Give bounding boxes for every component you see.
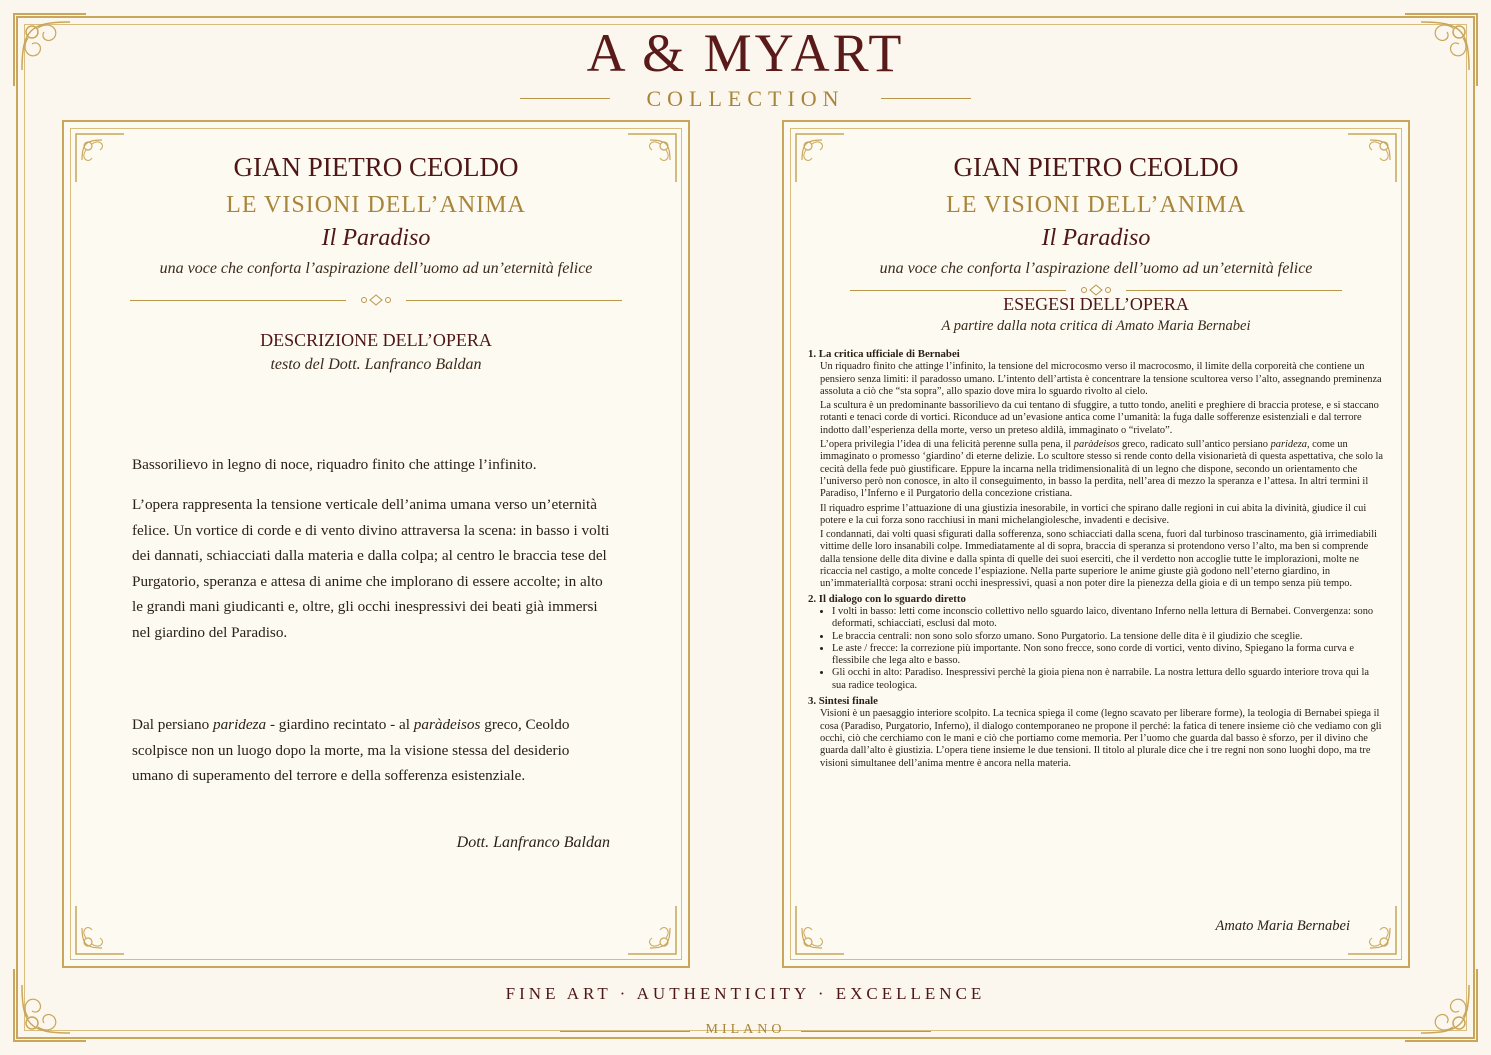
- section-subtitle: A partire dalla nota critica di Amato Maria Bernabei: [941, 318, 1251, 334]
- paragraph-3: Dal persiano parideza - giardino recintato - al paràdeisos greco, Ceoldo scolpisce non un luogo dopo la morte, ma la visione stessa del desiderio umano di superamento del terrore e della sofferenza esistenziale.: [132, 716, 570, 785]
- work-title: Il Paradiso: [321, 225, 431, 251]
- heading-3: 3. Sintesi finale: [808, 695, 878, 708]
- signature: Amato Maria Bernabei: [1215, 918, 1350, 934]
- footer-motto: FINE ART · AUTHENTICITY · EXCELLENCE: [505, 984, 986, 1003]
- paragraph-1: Bassorilievo in legno di noce, riquadro finito che attinge l’infinito.: [132, 456, 537, 473]
- heading-2: 2. Il dialogo con lo sguardo diretto: [808, 592, 966, 605]
- bullet-list: [808, 606, 1384, 692]
- series-title: LE VISIONI DELL’ANIMA: [226, 192, 526, 218]
- divider: [130, 296, 622, 306]
- s1-paragraph-2: La scultura è un predominante bassorilievo da cui tentano di sfuggire, a tutto tondo, aneliti e preghiere di braccia protese, e si staccano rotanti e tenaci corde di vortici. Riconduce ad un’evasione antica come l’umanità: la fuga dalle sofferenze esistenziali e dal terrore indotto dall’esperienza della morte, verso un preteso aldilà, immaginato o “rivelato”.: [820, 400, 1379, 436]
- s1-paragraph-1: Un riquadro finito che attinge l’infinito, la tensione del microcosmo verso il macrocosmo, il limite della corporeità che contiene un pensiero senza limiti: il paradosso umano. L’intento dell’artista è concentrare la tensione scultorea verso l’alto, assegnando preminenza assoluta a ciò che “sta sopra”, allo spazio dove mira lo sguardo rivolto al cielo.: [820, 361, 1382, 397]
- tagline: una voce che conforta l’aspirazione dell’uomo ad un’eternità felice: [879, 260, 1313, 277]
- s1-paragraph-4: Il riquadro esprime l’attuazione di una giustizia inesorabile, in vortici che spirano dalle regioni in cui abita la divinità, giudice il cui potere e la cui forza sono racchiusi in mani michelangiolesche, invadenti e decisive.: [820, 502, 1367, 526]
- section-title: DESCRIZIONE DELL’OPERA: [260, 330, 492, 350]
- tagline: una voce che conforta l’aspirazione dell’uomo ad un’eternità felice: [159, 260, 593, 277]
- section-subtitle: testo del Dott. Lanfranco Baldan: [270, 356, 482, 373]
- panel-description: [62, 120, 690, 968]
- panel-exegesis: [782, 120, 1410, 968]
- brand-sub-row: [520, 86, 971, 112]
- list-item: • Le aste / frecce: la correzione più importante. Non sono frecce, sono corde di vortici, vento divino, Spiegano la forma curva e flessibile che lega alto e basso.: [832, 643, 1384, 668]
- s1-paragraph-5: I condannati, dai volti quasi sfigurati dalla sofferenza, sono schiacciati dalla scena, fuori dal turbinoso trascinamento, già irrimediabili vittime delle loro insanabili colpe. Immediatamente al di sopra, braccia di speranza si protendono verso l’alto, ma ben si comprende dalla tensione delle dita divine e dalla spinta di quelle dei suoi eserciti, che il verdetto non accoglie tutte le implorazioni, molte ne ricaccia nel castigo, a molte concede l’espiazione. Nella parte superiore le anime giuste già godono nell’eterno giardino, in un’immaterialltà corposa: strani occhi inespressivi, quasi a non poter dire la pienezza della gioia e di un tempo senza più tempo.: [820, 529, 1377, 590]
- section-title: ESEGESI DELL’OPERA: [1003, 294, 1189, 314]
- brand-sub: COLLECTION: [646, 86, 845, 111]
- list-item: • I volti in basso: letti come inconscio collettivo nello sguardo laico, diventano Inferno nella lettura di Bernabei. Convergenza: sono deformati, schiacciati, esclusi dal moto.: [832, 606, 1384, 631]
- s3-paragraph-1: Visioni è un paesaggio interiore scolpito. La tecnica spiega il come (legno scavato per liberare forme), la teologia di Bernabei spiega il cosa (Paradiso, Purgatorio, Inferno), il dialogo contemporaneo ne propone il perché: la fatica di tenere insieme ciò che vediamo con gli occhi, ciò che cerchiamo con le mani e ciò che portiamo come memoria. Per l’uomo che guarda dal basso è sforzo, per il divino che guarda dall’alto è giustizia. L’opera tiene insieme le due tensioni. Il titolo al plurale dice che i tre regni non sono luoghi dopo, ma tre visioni simultanee dell’anima mentre è ancora nella materia.: [820, 708, 1382, 769]
- ornament-corner-icon: [10, 965, 90, 1045]
- list-item: • Le braccia centrali: non sono solo sforzo umano. Sono Purgatorio. La tensione delle dita è il giudizio che sceglie.: [832, 631, 1384, 643]
- s1-paragraph-3: L’opera privilegia l’idea di una felicità perenne sulla pena, il paràdeisos greco, radicato sull’antico persiano parideza, come un immaginato o promesso ‘giardino’ di eterne delizie. Lo scultore stesso si rende conto della visionarietà di questa aspettativa, che solo la cecità della fede può giustificare. Eppure la incarna nella tridimensionalità di un legno che dispone, secondo un orientamento che l’universo però non conosce, in alto il conseguimento, in basso la perdita, nell’area di mezzo la speranza e l’attesa. In altri termini il Paradiso, l’Inferno e il Purgatorio della concezione cristiana.: [820, 439, 1384, 500]
- brand-name: A & MYART: [586, 23, 905, 83]
- divider-ornament-icon: [356, 293, 396, 307]
- work-title: Il Paradiso: [1041, 225, 1151, 251]
- footer-city: MILANO: [705, 1022, 786, 1037]
- series-title: LE VISIONI DELL’ANIMA: [946, 192, 1246, 218]
- ornament-corner-icon: [1401, 965, 1481, 1045]
- artist-name: GIAN PIETRO CEOLDO: [953, 152, 1239, 182]
- heading-1: 1. La critica ufficiale di Bernabei: [808, 348, 960, 360]
- list-item: • Gli occhi in alto: Paradiso. Inespressivi perchè la gioia piena non è narrabile. La nostra lettura dello sguardo interiore trova qui la sua radice teologica.: [832, 667, 1384, 692]
- exegesis-body: [808, 348, 1384, 772]
- footer-city-row: [560, 1022, 931, 1042]
- flourish-corner-icon: [1344, 902, 1400, 958]
- flourish-corner-icon: [624, 902, 680, 958]
- flourish-corner-icon: [72, 902, 128, 958]
- artist-name: GIAN PIETRO CEOLDO: [233, 152, 519, 182]
- signature: Dott. Lanfranco Baldan: [456, 834, 610, 851]
- flourish-corner-icon: [792, 902, 848, 958]
- paragraph-2: L’opera rappresenta la tensione verticale dell’anima umana verso un’eternità felice. Un vortice di corde e di vento divino attraversa la scena: in basso i volti dei dannati, schiacciati dalla materia e dalla colpa; al centro le braccia tese del Purgatorio, speranza e attesa di anime che implorano di essere accolte; in alto le grandi mani giudicanti e, oltre, gli occhi inespressivi dei beati già immersi nel giardino del Paradiso.: [132, 496, 610, 641]
